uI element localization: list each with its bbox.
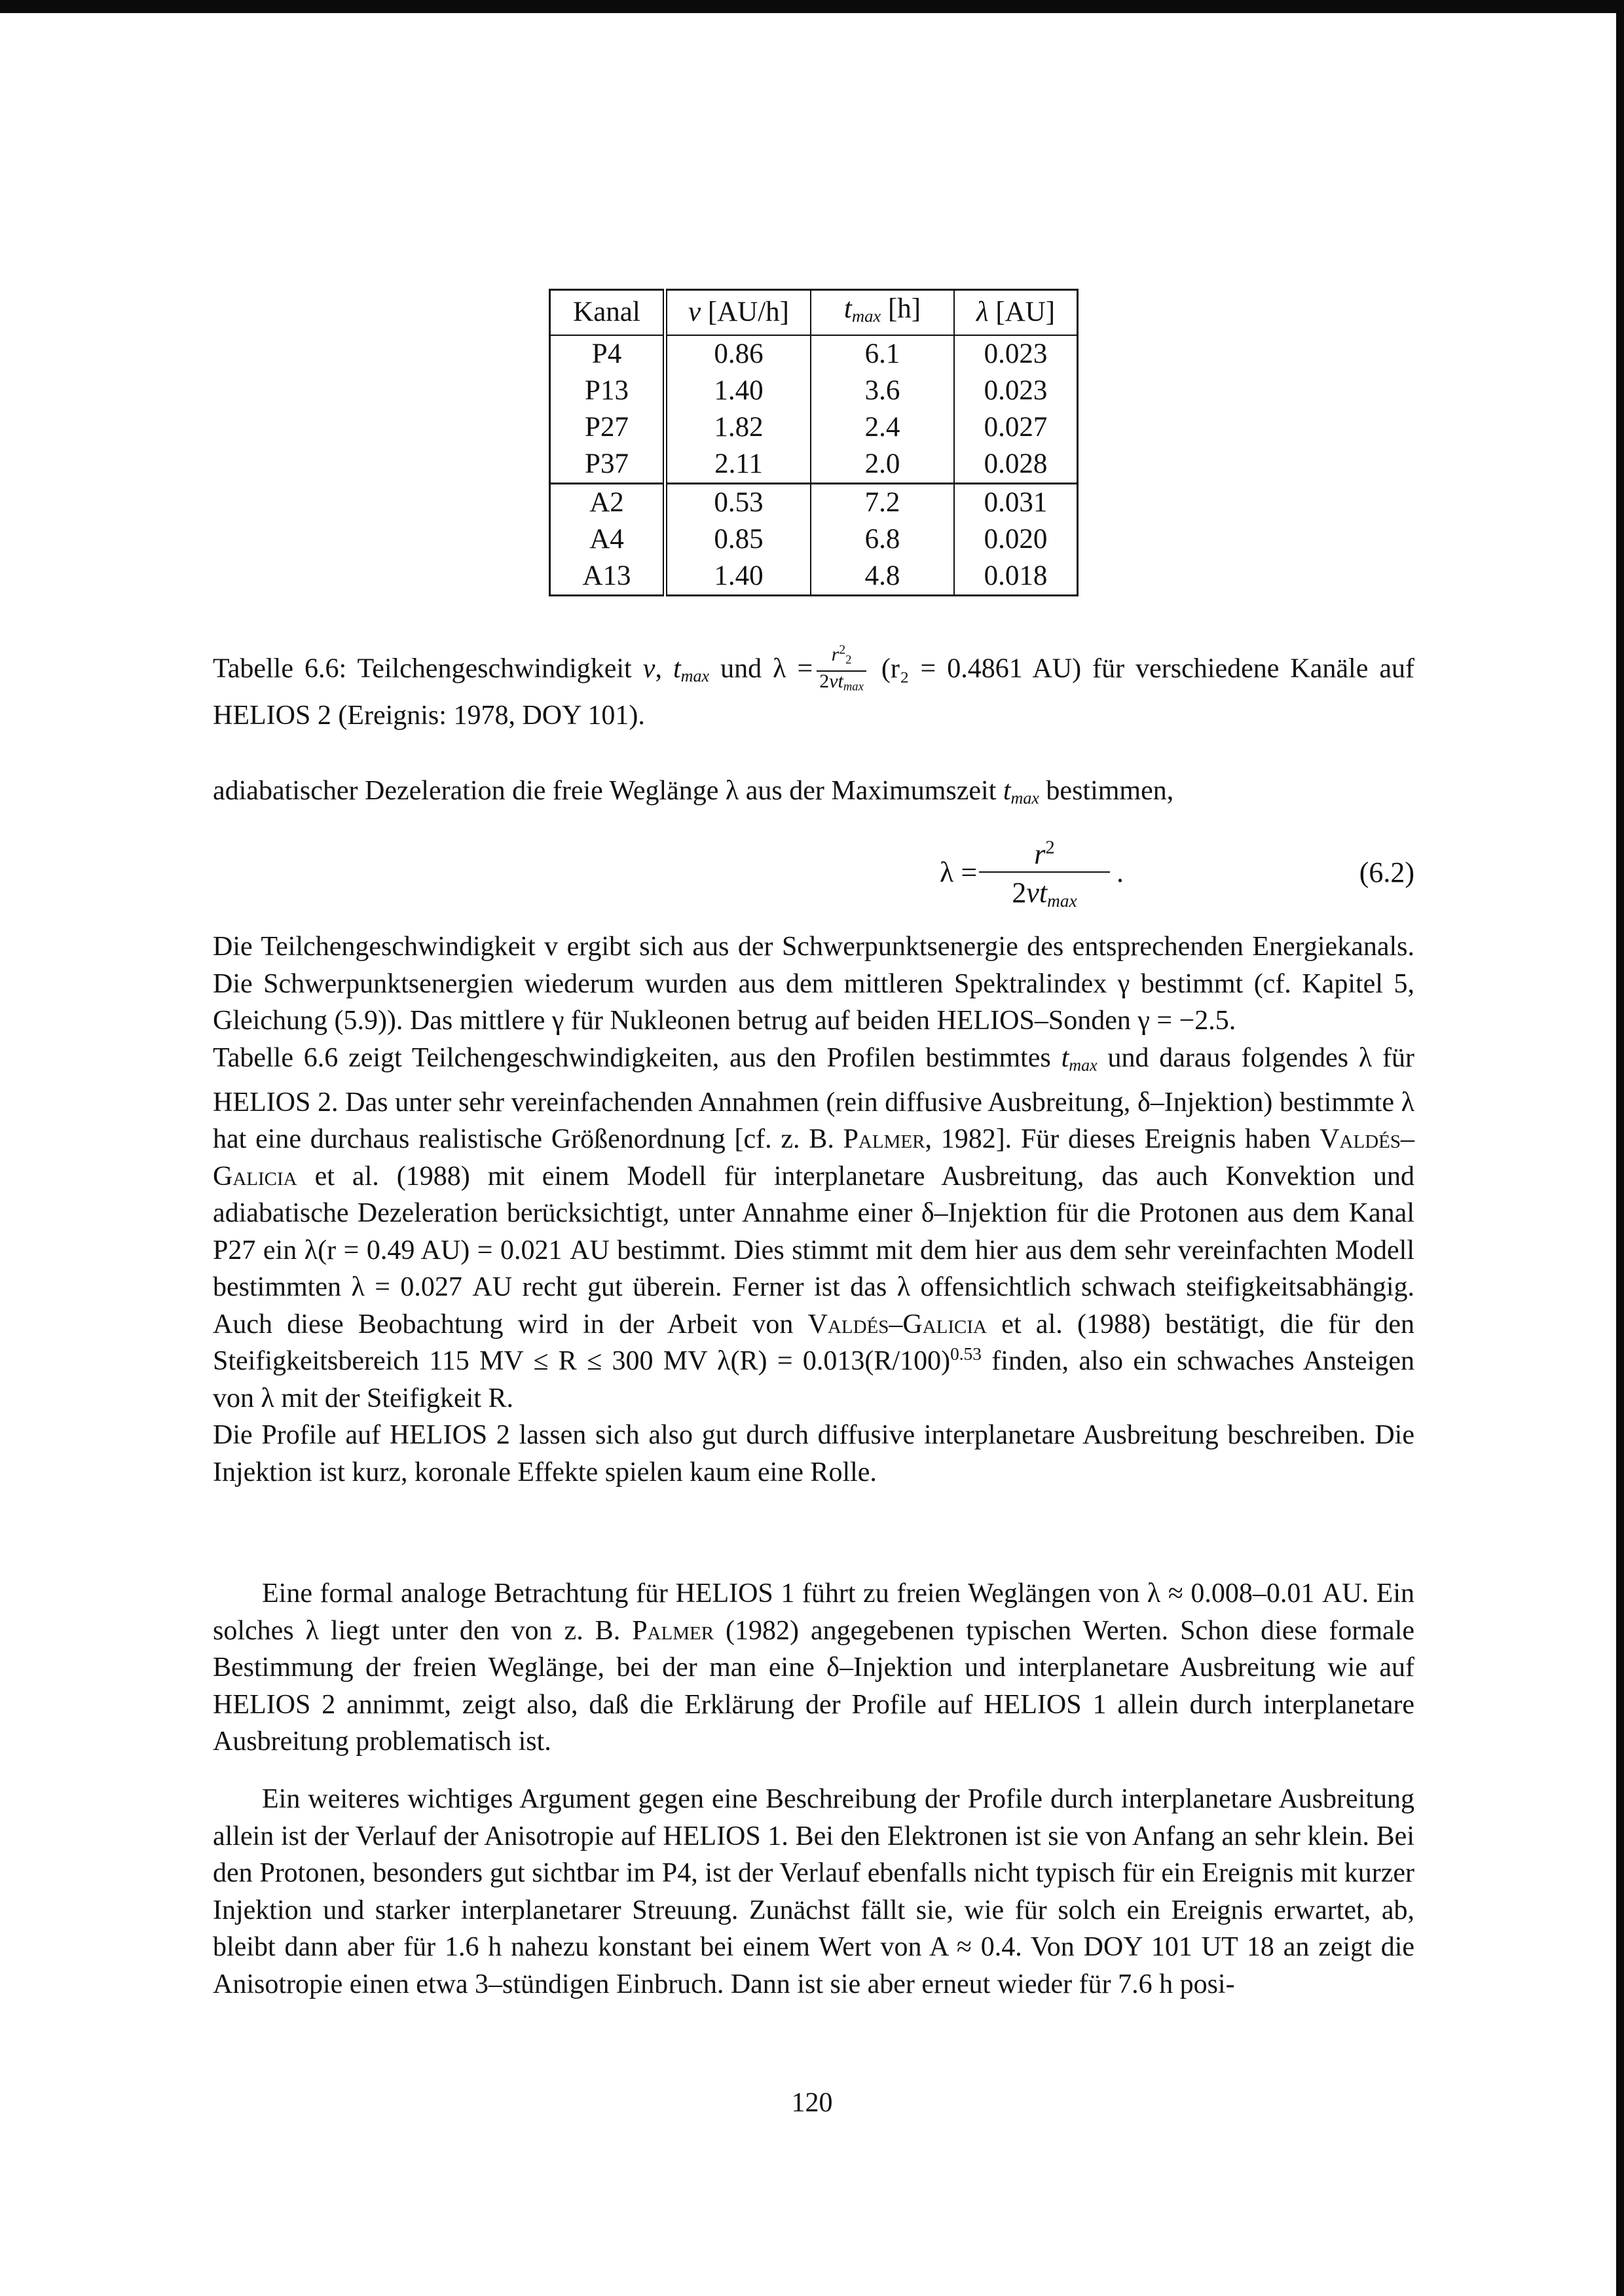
author-valdes-galicia: Valdés–Galicia: [213, 1124, 1414, 1192]
paragraph-1-text-b1: Tabelle 6.6 zeigt Teilchengeschwindigkeiten, aus den Profilen bestimmtes: [213, 1042, 1061, 1073]
exponent: 0.53: [950, 1344, 982, 1364]
table-header-velocity: v [AU/h]: [665, 290, 811, 335]
table-row: [550, 558, 1078, 596]
caption-fraction: $\frac{r^2_2}{2vt_{max}}$: [817, 645, 866, 697]
table-caption: Tabelle 6.6: Teilchengeschwindigkeit v, $t_{max}$ und λ = $\frac{r^2_2}{2vt_{max}}$ (r₂ = 0.4861 AU) für verschiedene Kanäle auf HELIOS 2 (Ereignis: 1978, DOY 101).: [213, 643, 1415, 731]
author-palmer: Palmer: [843, 1124, 925, 1154]
table-cell: 2.4: [811, 409, 954, 446]
caption-text-3: (r₂ = 0.4861 AU) für verschiedene Kanäle auf HELIOS 2 (Ereignis: 1978, DOY 101).: [213, 653, 1415, 731]
paragraph-1-text-b4: et al. (1988) mit einem Modell für interplanetare Ausbreitung, das auch Konvektion und adiabatische Dezeleration berücksichtigt, unter Annahme einer δ–Injektion für die Protonen aus dem Kanal P27 ein λ(r = 0.49 AU) = 0.021 AU bestimmt. Dies stimmt mit dem hier aus dem sehr vereinfachten Modell bestimmten λ = 0.027 AU recht gut überein. Ferner ist das λ offensichtlich schwach steifigkeitsabhängig. Auch diese Beobachtung wird in der Arbeit von: [213, 1161, 1414, 1339]
paragraph-2-text-b: (1982) angegebenen typischen Werten. Schon diese formale Bestimmung der freien Weglänge, bei der man eine δ–Injektion und interplanetare Ausbreitung wie auf HELIOS 2 annimmt, zeigt also, daß die Erklärung der Profile auf HELIOS 1 allein durch interplanetare Ausbreitung problematisch ist.: [213, 1615, 1415, 1757]
paragraph-1-text-b2: und daraus folgendes λ für HELIOS 2. Das unter sehr vereinfachenden Annahmen (rein diffusive Ausbreitung, δ–Injektion) bestimmte λ hat eine durchaus realistische Größenordnung [cf. z. B.: [213, 1042, 1414, 1154]
table-header-kanal: Kanal: [550, 290, 665, 335]
paragraph-1: Die Teilchengeschwindigkeit v ergibt sich aus der Schwerpunktsenergie des entsprechenden Energiekanals. Die Schwerpunktsenergien wiederum wurden aus dem mittleren Spektralindex γ bestimmt (cf. Kapitel 5, Gleichung (5.9)). Das mittlere γ für Nukleonen betrug auf beiden HELIOS–Sonden γ = −2.5. Tabelle 6.6 zeigt Teilchengeschwindigkeiten, aus den Profilen bestimmtes $t_{max}$ und daraus folgendes λ für HELIOS 2. Das unter sehr vereinfachenden Annahmen (rein diffusive Ausbreitung, δ–Injektion) bestimmte λ hat eine durchaus realistische Größenordnung [cf. z. B. Palmer, 1982]. Für dieses Ereignis haben Valdés–Galicia et al. (1988) mit einem Modell für interplanetare Ausbreitung, das auch Konvektion und adiabatische Dezeleration berücksichtigt, unter Annahme einer δ–Injektion für die Protonen aus dem Kanal P27 ein λ(r = 0.49 AU) = 0.021 AU bestimmt. Dies stimmt mit dem hier aus dem sehr vereinfachten Modell bestimmten λ = 0.027 AU recht gut überein. Ferner ist das λ offensichtlich schwach steifigkeitsabhängig. Auch diese Beobachtung wird in der Arbeit von Valdés–Galicia et al. (1988) bestätigt, die für den Steifigkeitsbereich 115 MV ≤ R ≤ 300 MV $\lambda(R) = 0.013(R/100)^{0.53}$ finden, also ein schwaches Ansteigen von λ mit der Steifigkeit R. Die Profile auf HELIOS 2 lassen sich also gut durch diffusive interplanetare Ausbreitung beschreiben. Die Injektion ist kurz, koronale Effekte spielen kaum eine Rolle.: [213, 932, 1414, 1487]
table-cell: 4.8: [811, 558, 954, 596]
equation-lhs: λ =: [940, 856, 978, 888]
table-cell: P13: [585, 374, 629, 406]
table-cell: 0.53: [665, 483, 811, 521]
data-table: [549, 289, 1079, 596]
table-cell: P27: [585, 411, 629, 443]
table-cell: 6.8: [811, 521, 954, 558]
table-row: [550, 483, 1078, 521]
paragraph-1-text-a: Die Teilchengeschwindigkeit v ergibt sich aus der Schwerpunktsenergie des entsprechenden Energiekanals. Die Schwerpunktsenergien wiederum wurden aus dem mittleren Spektralindex γ bestimmt (cf. Kapitel 5, Gleichung (5.9)). Das mittlere γ für Nukleonen betrug auf beiden HELIOS–Sonden γ = −2.5.: [213, 932, 1414, 1036]
table-cell: 7.2: [811, 483, 954, 521]
table-cell: 3.6: [811, 373, 954, 409]
table-cell: 1.40: [665, 373, 811, 409]
author-palmer: Palmer: [632, 1615, 714, 1646]
intro-text-2: bestimmen,: [1039, 776, 1174, 806]
table-cell: 0.027: [954, 409, 1078, 446]
table-row: [550, 335, 1078, 373]
table-header-tmax: $t_{max}$ [h]: [811, 290, 954, 335]
table-header-row: [550, 290, 1078, 335]
table-cell: 0.85: [665, 521, 811, 558]
intro-line: adiabatischer Dezeleration die freie Weglänge λ aus der Maximumszeit $t_{max}$ bestimmen,: [213, 776, 1174, 808]
table-cell: 2.0: [811, 446, 954, 484]
table-row: [550, 521, 1078, 558]
paragraph-1-text-b3: , 1982]. Für dieses Ereignis haben: [925, 1124, 1320, 1154]
scan-border-right: [1616, 0, 1624, 2296]
table-row: [550, 409, 1078, 446]
table-cell: A2: [550, 483, 665, 521]
table-cell: A4: [589, 523, 624, 555]
table-cell: 1.82: [665, 409, 811, 446]
author-valdes-galicia: Valdés–Galicia: [807, 1309, 987, 1339]
paragraph-1-text-b6: finden, also ein schwaches Ansteigen von λ mit der Steifigkeit R.: [213, 1346, 1414, 1413]
table-row: [550, 373, 1078, 409]
table-cell: P4: [591, 338, 622, 369]
paragraph-2: [213, 1575, 1414, 1760]
scan-border-top: [0, 0, 1624, 13]
page-number: 120: [791, 2088, 833, 2118]
table-cell: 2.11: [665, 446, 811, 484]
paragraph-1-text-c: Die Profile auf HELIOS 2 lassen sich also gut durch diffusive interplanetare Ausbreitung beschreiben. Die Injektion ist kurz, koronale Effekte spielen kaum eine Rolle.: [213, 1420, 1414, 1487]
table-cell: 0.031: [954, 483, 1078, 521]
table-cell: 0.86: [665, 335, 811, 373]
paragraph-2-text-a: Eine formal analoge Betrachtung für HELIOS 1 führt zu freien Weglängen von λ ≈ 0.008–0.01 AU. Ein solches λ liegt unter den von z. B.: [213, 1578, 1414, 1646]
table-cell: 0.028: [954, 446, 1078, 484]
caption-text-1: Tabelle 6.6: Teilchengeschwindigkeit: [213, 653, 643, 684]
table-cell: A13: [582, 560, 631, 591]
paragraph-3: Ein weiteres wichtiges Argument gegen eine Beschreibung der Profile durch interplanetare Ausbreitung allein ist der Verlauf der Anisotropie auf HELIOS 1. Bei den Elektronen ist sie von Anfang an sehr klein. Bei den Protonen, besonders gut sichtbar im P4, ist der Verlauf ebenfalls nicht typisch für ein Ereignis mit kurzer Injektion und starker interplanetarer Streuung. Zunächst fällt sie, wie für solch ein Ereignis erwartet, ab, bleibt dann aber für 1.6 h nahezu konstant bei einem Wert von A ≈ 0.4. Von DOY 101 UT 18 an zeigt die Anisotropie einen etwa 3–stündigen Einbruch. Dann ist sie aber erneut wieder für 7.6 h posi-: [213, 1784, 1414, 1999]
equation-6-2: [213, 828, 1414, 920]
table-cell: 0.018: [954, 558, 1078, 596]
table-cell: 0.023: [954, 373, 1078, 409]
table-cell: 0.023: [954, 335, 1078, 373]
paragraph-1-text-b5: et al. (1988) bestätigt, die für den Steifigkeitsbereich 115 MV ≤ R ≤ 300 MV λ(R) = 0.013(R/100): [213, 1309, 1414, 1376]
equation-fraction: $r^2$ $2vt_{max}$: [979, 828, 1110, 921]
equation-period: .: [1116, 856, 1124, 888]
table-header-lambda: λ [AU]: [954, 290, 1078, 335]
table-cell: 0.020: [954, 521, 1078, 558]
table-cell: 6.1: [811, 335, 954, 373]
caption-text-2: und λ =: [720, 653, 813, 684]
table-cell: P37: [585, 448, 629, 479]
table-cell: 1.40: [665, 558, 811, 596]
table-row: [550, 446, 1078, 484]
intro-text-1: adiabatischer Dezeleration die freie Weglänge λ aus der Maximumszeit: [213, 776, 1003, 806]
equation-number: (6.2): [1359, 856, 1414, 888]
